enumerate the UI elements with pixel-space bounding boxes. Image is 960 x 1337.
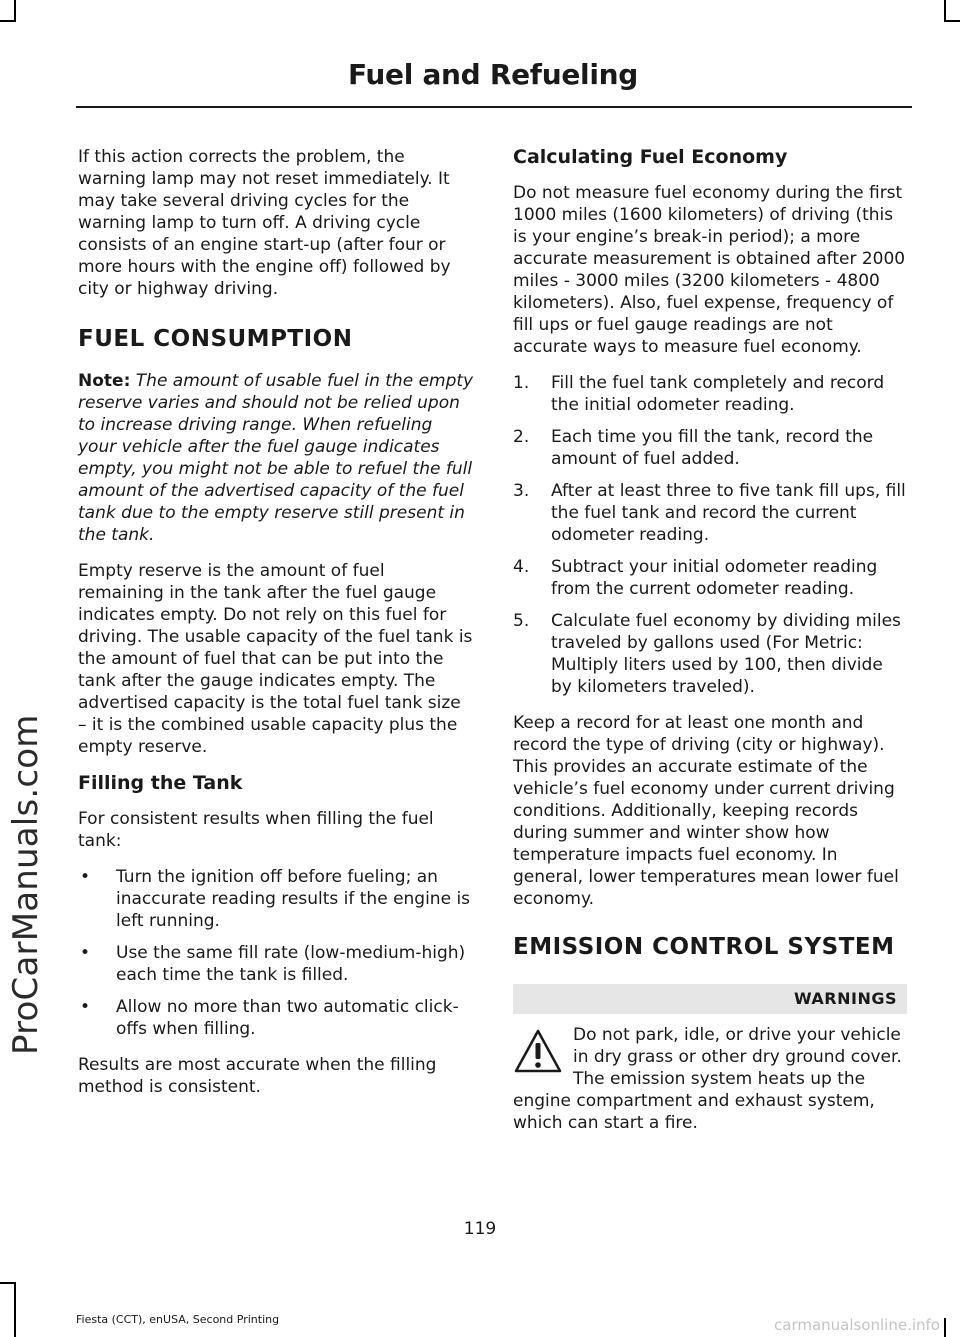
step-number: 3. [513, 481, 530, 501]
note-label: Note: [78, 371, 131, 391]
crop-mark [944, 1318, 946, 1337]
header-divider [76, 106, 912, 108]
list-item [78, 942, 474, 986]
page-number: 119 [463, 1219, 497, 1239]
crop-mark [14, 0, 16, 22]
page-title: Fuel and Refueling [347, 58, 638, 91]
step-text: Fill the fuel tank completely and record the initial odometer reading. [551, 373, 885, 415]
list-item [513, 610, 907, 698]
warning-block [513, 1024, 907, 1134]
left-column [78, 146, 474, 1112]
list-item [78, 866, 474, 932]
side-watermark: ProCarManuals.com [6, 714, 46, 1055]
note-text: The amount of usable fuel in the empty reserve varies and should not be relied upon to increase driving range. When refueling your vehicle after the fuel gauge indicates empty, you might not be able to refuel the full amount of the advertised capacity of the fuel tank due to the empty reserve still present in the tank. [78, 371, 474, 545]
list-item-text: Allow no more than two automatic click-offs when filling. [116, 997, 459, 1039]
numbered-list [513, 372, 907, 698]
step-text: Calculate fuel economy by dividing miles traveled by gallons used (For Metric: Multiply liters used by 100, then divide by kilometers traveled). [551, 611, 901, 697]
bottom-watermark: carmanualsonline.info [774, 1316, 940, 1334]
step-number: 2. [513, 427, 530, 447]
warnings-header: WARNINGS [513, 984, 907, 1014]
paragraph: Do not measure fuel economy during the first 1000 miles (1600 kilometers) of driving (this is your engine’s break-in period); a more accurate measurement is obtained after 2000 miles - 3000 miles (3200 kilometers - 4800 kilometers). Also, fuel expense, frequency of fill ups or fuel gauge readings are not accurate ways to measure fuel economy. [513, 183, 906, 357]
subheading-calculating-fuel-economy: Calculating Fuel Economy [513, 146, 788, 168]
section-heading-fuel-consumption: FUEL CONSUMPTION [78, 326, 353, 352]
crop-mark [0, 20, 16, 22]
step-text: Each time you fill the tank, record the amount of fuel added. [551, 427, 874, 469]
paragraph: Keep a record for at least one month and record the type of driving (city or highway). This provides an accurate estimate of the vehicle’s fuel economy under current driving conditions. Additionally, keeping records during summer and winter show how temperature impacts fuel economy. In general, lower temperatures mean lower fuel economy. [513, 713, 899, 909]
list-item [513, 372, 907, 416]
bullet-marker: • [80, 997, 91, 1017]
step-number: 4. [513, 557, 530, 577]
list-item [513, 556, 907, 600]
list-item-text: Use the same fill rate (low-medium-high) each time the tank is filled. [116, 943, 466, 985]
list-item-text: Turn the ignition off before fueling; an inaccurate reading results if the engine is left running. [116, 867, 471, 931]
paragraph: Empty reserve is the amount of fuel remaining in the tank after the fuel gauge indicates empty. Do not rely on this fuel for driving. The usable capacity of the fuel tank is the amount of fuel that can be put into the tank after the gauge indicates empty. The advertised capacity is the total fuel tank size – it is the combined usable capacity plus the empty reserve. [78, 561, 473, 757]
right-column [513, 146, 907, 1148]
bullet-list [78, 866, 474, 1040]
crop-mark [14, 1282, 16, 1337]
paragraph: If this action corrects the problem, the warning lamp may not reset immediately. It may take several driving cycles for the warning lamp to turn off. A driving cycle consists of an engine start-up (after four or more hours with the engine off) followed by city or highway driving. [78, 147, 451, 299]
warning-triangle-icon [513, 1028, 563, 1074]
warning-text: Do not park, idle, or drive your vehicle in dry grass or other dry ground cover. The emission system heats up the engine compartment and exhaust system, which can start a fire. [513, 1025, 902, 1133]
bullet-marker: • [80, 867, 91, 887]
paragraph: For consistent results when filling the fuel tank: [78, 809, 434, 851]
subheading-filling-the-tank: Filling the Tank [78, 772, 243, 794]
footer-text: Fiesta (CCT), enUSA, Second Printing [76, 1313, 280, 1326]
step-text: Subtract your initial odometer reading from the current odometer reading. [551, 557, 878, 599]
list-item [513, 480, 907, 546]
list-item [78, 996, 474, 1040]
step-number: 5. [513, 611, 530, 631]
section-heading-emission-control: EMISSION CONTROL SYSTEM [513, 934, 895, 960]
crop-mark [944, 0, 946, 22]
bullet-marker: • [80, 943, 91, 963]
step-text: After at least three to five tank fill ups, fill the fuel tank and record the current odometer reading. [551, 481, 906, 545]
crop-mark [0, 1282, 16, 1284]
crop-mark [944, 20, 960, 22]
list-item [513, 426, 907, 470]
step-number: 1. [513, 373, 530, 393]
paragraph: Results are most accurate when the filling method is consistent. [78, 1055, 437, 1097]
note [78, 370, 474, 546]
